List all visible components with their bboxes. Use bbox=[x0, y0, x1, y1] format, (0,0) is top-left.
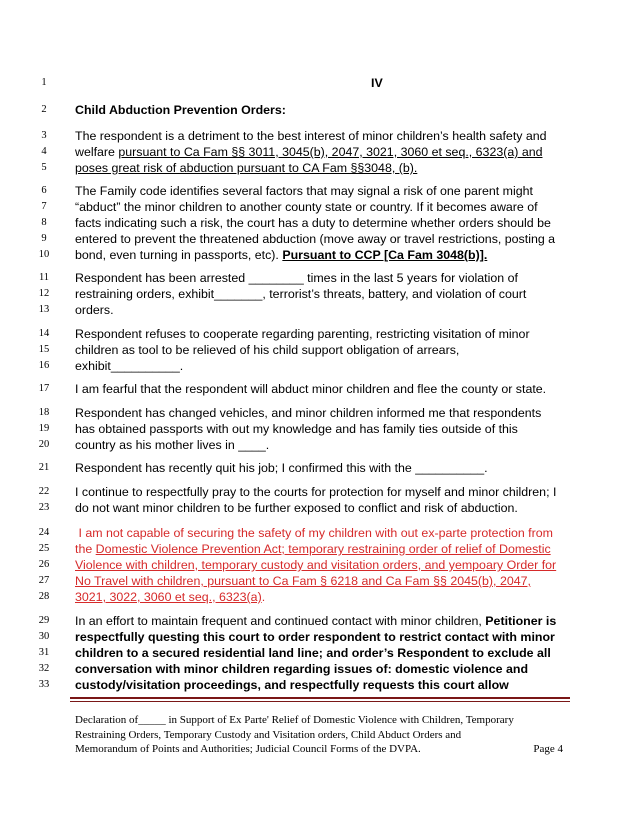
text-line bbox=[75, 590, 570, 604]
section-title: Child Abduction Prevention Orders: bbox=[75, 103, 286, 117]
line-number: 11 bbox=[38, 272, 50, 283]
text-line: “abduct” the minor children to another county state or country. If it becomes aware of bbox=[75, 200, 538, 214]
line-number: 29 bbox=[38, 615, 50, 626]
footer-line: Restraining Orders, Temporary Custody and Visitation orders, Child Abduct Orders and bbox=[75, 729, 462, 741]
line-number: 6 bbox=[41, 185, 47, 196]
text-segment: welfare bbox=[75, 145, 119, 159]
line-number: 16 bbox=[38, 360, 50, 371]
line-number: 17 bbox=[38, 383, 50, 394]
line-number: 19 bbox=[38, 423, 50, 434]
text-line bbox=[75, 542, 570, 556]
citation-text: No Travel with children, pursuant to Ca Fam § 6218 and Ca Fam §§ 2045(b), 2047, bbox=[75, 574, 531, 588]
citation-text: poses great risk of abduction pursuant to CA Fam §§3048, (b). bbox=[75, 161, 418, 175]
line-number: 18 bbox=[38, 407, 50, 418]
text-segment: In an effort to maintain frequent and continued contact with minor children, bbox=[75, 614, 486, 628]
footer-line: Memorandum of Points and Authorities; Judicial Council Forms of the DVPA. bbox=[75, 743, 421, 755]
line-number: 33 bbox=[38, 679, 50, 690]
line-number: 2 bbox=[41, 104, 47, 115]
line-number: 14 bbox=[38, 328, 50, 339]
footer-rule-thin bbox=[70, 701, 570, 702]
text-line: restraining orders, exhibit_______, terrorist’s threats, battery, and violation of court bbox=[75, 287, 527, 301]
text-segment: bond, even turning in passports, etc). bbox=[75, 248, 283, 262]
line-number: 23 bbox=[38, 502, 50, 513]
text-line: Respondent has changed vehicles, and minor children informed me that respondents bbox=[75, 406, 542, 420]
line-number: 22 bbox=[38, 486, 50, 497]
citation-text: Violence with children, temporary custody and visitation orders, and yempoary Order for bbox=[75, 558, 557, 572]
line-number: 31 bbox=[38, 647, 50, 658]
text-line: The respondent is a detriment to the best interest of minor children’s health safety and bbox=[75, 129, 547, 143]
bold-text: children to a secured residential land line; and order’s Respondent to exclude all bbox=[75, 646, 551, 660]
line-number: 21 bbox=[38, 462, 50, 473]
text-line: facts indicating such a risk, the court has a duty to determine whether orders should be bbox=[75, 216, 551, 230]
line-number: 1 bbox=[41, 77, 47, 88]
text-segment: . bbox=[261, 590, 266, 604]
line-number: 20 bbox=[38, 439, 50, 450]
line-number: 7 bbox=[41, 201, 47, 212]
line-number: 3 bbox=[41, 130, 47, 141]
text-line: entered to prevent the threatened abduction (move away or travel restrictions, posting a bbox=[75, 232, 556, 246]
text-line: I continue to respectfully pray to the courts for protection for myself and minor children; I bbox=[75, 485, 557, 499]
bold-text: conversation with minor children regarding issues of: domestic violence and bbox=[75, 662, 529, 676]
line-number: 4 bbox=[41, 146, 47, 157]
footer-line: Declaration of_____ in Support of Ex Parte' Relief of Domestic Violence with Children, Temporary bbox=[75, 714, 514, 726]
text-line: Respondent has been arrested ________ times in the last 5 years for violation of bbox=[75, 271, 518, 285]
line-number: 26 bbox=[38, 559, 50, 570]
text-line: Respondent has recently quit his job; I confirmed this with the __________. bbox=[75, 461, 488, 475]
line-number: 13 bbox=[38, 304, 50, 315]
line-number: 25 bbox=[38, 543, 50, 554]
citation-text: pursuant to Ca Fam §§ 3011, 3045(b), 2047, 3021, 3060 et seq., 6323(a) and bbox=[118, 145, 543, 159]
line-number: 32 bbox=[38, 663, 50, 674]
bold-text: custody/visitation proceedings, and respectfully requests this court allow bbox=[75, 678, 509, 692]
line-number: 24 bbox=[38, 527, 50, 538]
citation-text: 3021, 3022, 3060 et seq., 6323(a) bbox=[75, 590, 262, 604]
text-line: do not want minor children to be further exposed to conflict and risk of abduction. bbox=[75, 501, 518, 515]
line-number: 5 bbox=[41, 162, 47, 173]
line-number: 15 bbox=[38, 344, 50, 355]
text-line: I am not capable of securing the safety of my children with out ex-parte protection from bbox=[75, 526, 553, 540]
citation-text: Domestic Violence Prevention Act; temporary restraining order of relief of Domestic bbox=[95, 542, 551, 556]
line-number: 10 bbox=[38, 249, 50, 260]
section-heading: IV bbox=[371, 76, 383, 90]
text-line: Respondent refuses to cooperate regarding parenting, restricting visitation of minor bbox=[75, 327, 530, 341]
line-number: 9 bbox=[41, 233, 47, 244]
text-line: orders. bbox=[75, 303, 114, 317]
line-number: 27 bbox=[38, 575, 50, 586]
bold-text: respectfully questing this court to order respondent to restrict contact with minor bbox=[75, 630, 555, 644]
text-segment: the bbox=[75, 542, 96, 556]
line-number: 30 bbox=[38, 631, 50, 642]
text-line: children as tool to be relieved of his child support obligation of arrears, bbox=[75, 343, 460, 357]
text-line: I am fearful that the respondent will abduct minor children and flee the county or state. bbox=[75, 382, 547, 396]
text-line: has obtained passports with out my knowledge and has family ties outside of this bbox=[75, 422, 518, 436]
text-line bbox=[75, 145, 570, 159]
line-number: 8 bbox=[41, 217, 47, 228]
line-number: 12 bbox=[38, 288, 50, 299]
text-line: exhibit__________. bbox=[75, 359, 184, 373]
text-line bbox=[75, 248, 570, 262]
text-line: The Family code identifies several factors that may signal a risk of one parent might bbox=[75, 184, 533, 198]
footer-rule bbox=[70, 697, 570, 699]
citation-text: Pursuant to CCP [Ca Fam 3048(b)]. bbox=[282, 248, 488, 262]
line-number: 28 bbox=[38, 591, 50, 602]
bold-text: Petitioner is bbox=[485, 614, 557, 628]
page-number: Page 4 bbox=[533, 743, 563, 755]
text-line bbox=[75, 614, 570, 628]
text-line: country as his mother lives in ____. bbox=[75, 438, 270, 452]
